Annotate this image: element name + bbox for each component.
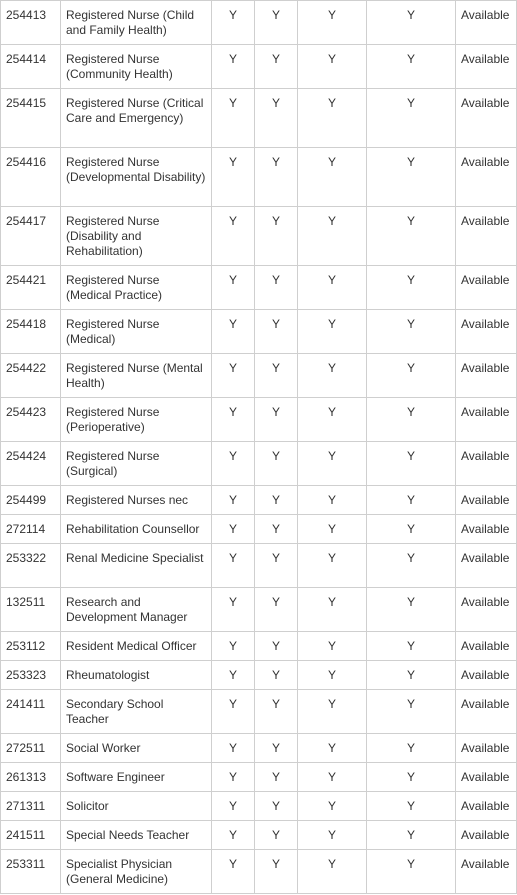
eligibility-cell-3: Y [298, 850, 367, 894]
occupation-name-cell: Renal Medicine Specialist [61, 544, 212, 588]
eligibility-cell-3: Y [298, 544, 367, 588]
occupation-name-cell: Registered Nurses nec [61, 486, 212, 515]
eligibility-cell-1: Y [212, 354, 255, 398]
occupation-name-cell: Registered Nurse (Surgical) [61, 442, 212, 486]
occupation-code-cell: 241411 [1, 690, 61, 734]
availability-status-cell: Available [456, 690, 517, 734]
eligibility-cell-4: Y [367, 486, 456, 515]
eligibility-cell-2: Y [255, 661, 298, 690]
eligibility-cell-4: Y [367, 544, 456, 588]
eligibility-cell-2: Y [255, 792, 298, 821]
eligibility-cell-2: Y [255, 544, 298, 588]
eligibility-cell-3: Y [298, 207, 367, 266]
eligibility-cell-3: Y [298, 763, 367, 792]
eligibility-cell-3: Y [298, 1, 367, 45]
eligibility-cell-2: Y [255, 515, 298, 544]
eligibility-cell-1: Y [212, 398, 255, 442]
eligibility-cell-1: Y [212, 266, 255, 310]
eligibility-cell-1: Y [212, 632, 255, 661]
eligibility-cell-3: Y [298, 588, 367, 632]
table-row [1, 486, 517, 515]
availability-status-cell: Available [456, 266, 517, 310]
table-row [1, 89, 517, 148]
occupation-name-cell: Registered Nurse (Disability and Rehabilitation) [61, 207, 212, 266]
table-row [1, 442, 517, 486]
eligibility-cell-4: Y [367, 632, 456, 661]
occupation-code-cell: 253112 [1, 632, 61, 661]
occupation-name-cell: Registered Nurse (Mental Health) [61, 354, 212, 398]
eligibility-cell-4: Y [367, 792, 456, 821]
occupation-code-cell: 254424 [1, 442, 61, 486]
occupation-code-cell: 272114 [1, 515, 61, 544]
occupation-code-cell: 254422 [1, 354, 61, 398]
eligibility-cell-3: Y [298, 661, 367, 690]
occupation-code-cell: 253311 [1, 850, 61, 894]
eligibility-cell-4: Y [367, 690, 456, 734]
eligibility-cell-1: Y [212, 310, 255, 354]
availability-status-cell: Available [456, 486, 517, 515]
table-row [1, 310, 517, 354]
availability-status-cell: Available [456, 544, 517, 588]
availability-status-cell: Available [456, 148, 517, 207]
occupation-code-cell: 254417 [1, 207, 61, 266]
eligibility-cell-2: Y [255, 1, 298, 45]
eligibility-cell-2: Y [255, 690, 298, 734]
availability-status-cell: Available [456, 398, 517, 442]
occupation-code-cell: 254414 [1, 45, 61, 89]
eligibility-cell-1: Y [212, 690, 255, 734]
eligibility-cell-4: Y [367, 850, 456, 894]
eligibility-cell-4: Y [367, 1, 456, 45]
availability-status-cell: Available [456, 1, 517, 45]
occupation-code-cell: 253322 [1, 544, 61, 588]
occupation-name-cell: Registered Nurse (Child and Family Health) [61, 1, 212, 45]
eligibility-cell-3: Y [298, 266, 367, 310]
table-row [1, 821, 517, 850]
occupation-code-cell: 254416 [1, 148, 61, 207]
eligibility-cell-2: Y [255, 486, 298, 515]
table-row [1, 850, 517, 894]
eligibility-cell-1: Y [212, 792, 255, 821]
availability-status-cell: Available [456, 661, 517, 690]
table-row [1, 763, 517, 792]
eligibility-cell-3: Y [298, 515, 367, 544]
eligibility-cell-1: Y [212, 661, 255, 690]
eligibility-cell-1: Y [212, 763, 255, 792]
eligibility-cell-3: Y [298, 148, 367, 207]
table-row [1, 792, 517, 821]
occupation-name-cell: Registered Nurse (Medical) [61, 310, 212, 354]
occupation-name-cell: Registered Nurse (Medical Practice) [61, 266, 212, 310]
table-row [1, 148, 517, 207]
eligibility-cell-2: Y [255, 442, 298, 486]
occupation-code-cell: 253323 [1, 661, 61, 690]
occupation-code-cell: 254421 [1, 266, 61, 310]
table-row [1, 45, 517, 89]
eligibility-cell-2: Y [255, 734, 298, 763]
occupation-name-cell: Special Needs Teacher [61, 821, 212, 850]
eligibility-cell-3: Y [298, 734, 367, 763]
eligibility-cell-4: Y [367, 821, 456, 850]
eligibility-cell-4: Y [367, 148, 456, 207]
eligibility-cell-2: Y [255, 763, 298, 792]
occupation-code-cell: 272511 [1, 734, 61, 763]
eligibility-cell-1: Y [212, 45, 255, 89]
eligibility-cell-1: Y [212, 486, 255, 515]
availability-status-cell: Available [456, 442, 517, 486]
occupation-code-cell: 254413 [1, 1, 61, 45]
table-row [1, 1, 517, 45]
availability-status-cell: Available [456, 821, 517, 850]
eligibility-cell-3: Y [298, 792, 367, 821]
table-row [1, 207, 517, 266]
table-row [1, 544, 517, 588]
table-row [1, 398, 517, 442]
eligibility-cell-2: Y [255, 398, 298, 442]
occupation-name-cell: Social Worker [61, 734, 212, 763]
occupation-name-cell: Solicitor [61, 792, 212, 821]
occupation-name-cell: Registered Nurse (Community Health) [61, 45, 212, 89]
eligibility-cell-2: Y [255, 207, 298, 266]
occupation-name-cell: Specialist Physician (General Medicine) [61, 850, 212, 894]
eligibility-cell-2: Y [255, 310, 298, 354]
eligibility-cell-2: Y [255, 354, 298, 398]
table-row [1, 690, 517, 734]
table-row [1, 266, 517, 310]
occupation-code-cell: 271311 [1, 792, 61, 821]
eligibility-cell-1: Y [212, 442, 255, 486]
availability-status-cell: Available [456, 354, 517, 398]
eligibility-cell-2: Y [255, 821, 298, 850]
eligibility-cell-4: Y [367, 207, 456, 266]
occupation-name-cell: Software Engineer [61, 763, 212, 792]
eligibility-cell-3: Y [298, 690, 367, 734]
availability-status-cell: Available [456, 207, 517, 266]
occupation-name-cell: Registered Nurse (Developmental Disability) [61, 148, 212, 207]
availability-status-cell: Available [456, 763, 517, 792]
eligibility-cell-4: Y [367, 588, 456, 632]
availability-status-cell: Available [456, 850, 517, 894]
table-row [1, 632, 517, 661]
occupation-code-cell: 254499 [1, 486, 61, 515]
eligibility-cell-2: Y [255, 148, 298, 207]
eligibility-cell-3: Y [298, 632, 367, 661]
availability-status-cell: Available [456, 792, 517, 821]
availability-status-cell: Available [456, 310, 517, 354]
eligibility-cell-1: Y [212, 821, 255, 850]
eligibility-cell-3: Y [298, 821, 367, 850]
eligibility-cell-1: Y [212, 515, 255, 544]
occupation-name-cell: Registered Nurse (Perioperative) [61, 398, 212, 442]
eligibility-cell-4: Y [367, 89, 456, 148]
eligibility-cell-4: Y [367, 45, 456, 89]
eligibility-cell-3: Y [298, 89, 367, 148]
availability-status-cell: Available [456, 632, 517, 661]
eligibility-cell-1: Y [212, 1, 255, 45]
eligibility-cell-4: Y [367, 734, 456, 763]
eligibility-cell-4: Y [367, 442, 456, 486]
occupation-code-cell: 254418 [1, 310, 61, 354]
eligibility-cell-2: Y [255, 45, 298, 89]
availability-status-cell: Available [456, 89, 517, 148]
eligibility-cell-4: Y [367, 661, 456, 690]
occupation-code-cell: 254415 [1, 89, 61, 148]
eligibility-cell-4: Y [367, 354, 456, 398]
eligibility-cell-1: Y [212, 588, 255, 632]
occupation-table-body [1, 1, 517, 894]
eligibility-cell-2: Y [255, 632, 298, 661]
occupation-name-cell: Resident Medical Officer [61, 632, 212, 661]
eligibility-cell-3: Y [298, 398, 367, 442]
occupation-name-cell: Research and Development Manager [61, 588, 212, 632]
eligibility-cell-2: Y [255, 266, 298, 310]
eligibility-cell-1: Y [212, 89, 255, 148]
eligibility-cell-4: Y [367, 763, 456, 792]
occupation-name-cell: Rheumatologist [61, 661, 212, 690]
occupation-code-cell: 261313 [1, 763, 61, 792]
eligibility-cell-3: Y [298, 486, 367, 515]
eligibility-cell-2: Y [255, 588, 298, 632]
eligibility-cell-1: Y [212, 734, 255, 763]
eligibility-cell-4: Y [367, 310, 456, 354]
eligibility-cell-4: Y [367, 266, 456, 310]
eligibility-cell-1: Y [212, 148, 255, 207]
eligibility-cell-1: Y [212, 850, 255, 894]
availability-status-cell: Available [456, 734, 517, 763]
eligibility-cell-2: Y [255, 89, 298, 148]
occupation-code-cell: 132511 [1, 588, 61, 632]
occupation-code-cell: 254423 [1, 398, 61, 442]
eligibility-cell-3: Y [298, 442, 367, 486]
table-row [1, 354, 517, 398]
eligibility-cell-3: Y [298, 45, 367, 89]
table-row [1, 515, 517, 544]
eligibility-cell-3: Y [298, 310, 367, 354]
eligibility-cell-2: Y [255, 850, 298, 894]
availability-status-cell: Available [456, 588, 517, 632]
occupation-code-cell: 241511 [1, 821, 61, 850]
eligibility-cell-4: Y [367, 515, 456, 544]
table-row [1, 734, 517, 763]
table-row [1, 661, 517, 690]
table-row [1, 588, 517, 632]
occupation-name-cell: Secondary School Teacher [61, 690, 212, 734]
availability-status-cell: Available [456, 45, 517, 89]
eligibility-cell-4: Y [367, 398, 456, 442]
eligibility-cell-1: Y [212, 207, 255, 266]
occupation-name-cell: Registered Nurse (Critical Care and Emergency) [61, 89, 212, 148]
availability-status-cell: Available [456, 515, 517, 544]
eligibility-cell-1: Y [212, 544, 255, 588]
eligibility-cell-3: Y [298, 354, 367, 398]
occupation-name-cell: Rehabilitation Counsellor [61, 515, 212, 544]
